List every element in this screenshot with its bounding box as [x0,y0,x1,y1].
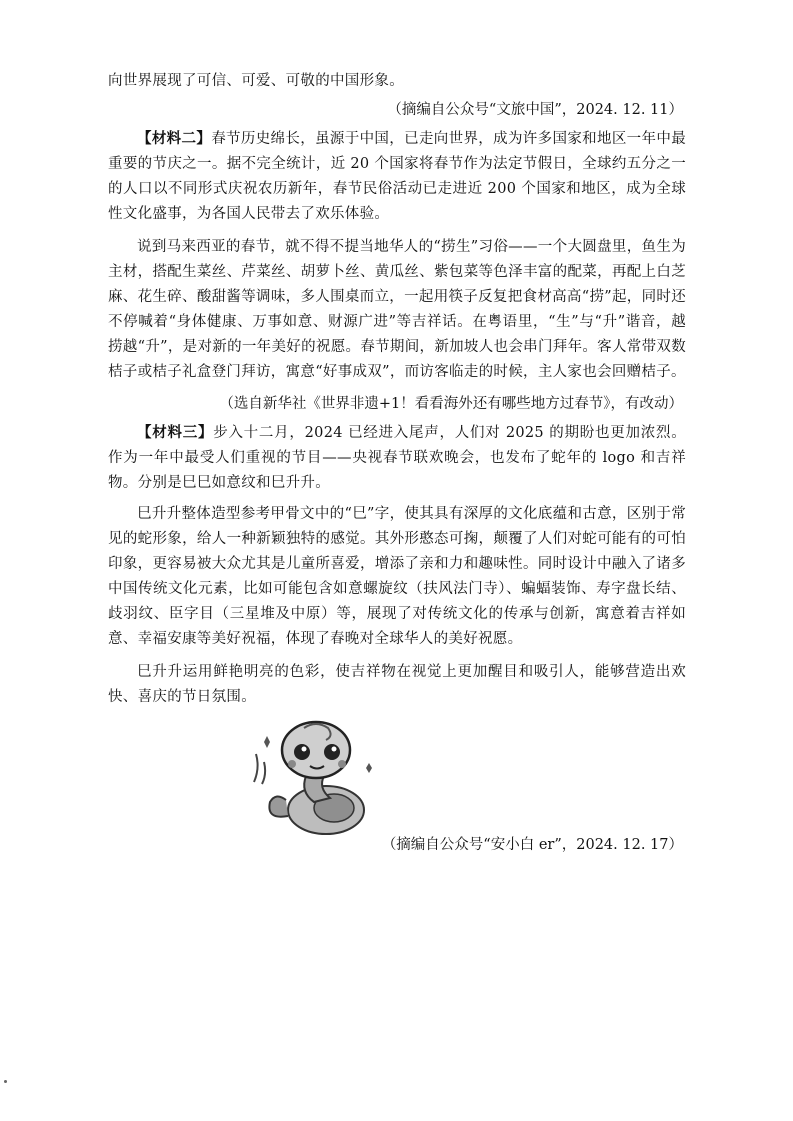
snake-mascot-image [244,712,384,840]
material3-p1-text: 步入十二月，2024 已经进入尾声，人们对 2025 的期盼也更加浓烈。作为一年中最受人们重视的节目——央视春节联欢晚会，也发布了蛇年的 logo 和吉祥物。分别是巳巳如意纹和巳升升。 [108,425,686,491]
material3-paragraph-1 [108,420,686,496]
source-2: （选自新华社《世界非遗+1！看看海外还有哪些地方过春节》，有改动） [219,396,683,412]
material3-paragraph-2: 巳升升整体造型参考甲骨文中的“巳”字，使其具有深厚的文化底蕴和古意，区别于常见的蛇形象，给人一种新颖独特的感觉。其外形憨态可掬，颠覆了人们对蛇可能有的可怕印象，更容易被大众尤其是儿童所喜爱，增添了亲和力和趣味性。同时设计中融入了诸多中国传统文化元素，比如可能包含如意螺旋纹（扶风法门寺）、蝙蝠装饰、寿字盘长结、歧羽纹、臣字目（三星堆及中原）等，展现了对传统文化的传承与创新，寓意着吉祥如意、幸福安康等美好祝福，体现了春晚对全球华人的美好祝愿。 [108,506,686,647]
material2-p1-text: 春节历史绵长，虽源于中国，已走向世界，成为许多国家和地区一年中最重要的节庆之一。据不完全统计，近 20 个国家将春节作为法定节假日，全球约五分之一的人口以不同形式庆祝农历新年，春节民俗活动已走进近 200 个国家和地区，成为全球性文化盛事，为各国人民带去了欢乐体验。 [108,131,686,222]
scan-speck [4,1080,7,1083]
source-1: （摘编自公众号“文旅中国”，2024. 12. 11） [387,102,683,118]
material3-paragraph-3: 巳升升运用鲜艳明亮的色彩，使吉祥物在视觉上更加醒目和吸引人，能够营造出欢快、喜庆的节日氛围。 [108,664,686,705]
intro-line: 向世界展现了可信、可爱、可敬的中国形象。 [108,73,404,89]
material2-paragraph-2: 说到马来西亚的春节，就不得不提当地华人的“捞生”习俗——一个大圆盘里，鱼生为主材，搭配生菜丝、芹菜丝、胡萝卜丝、黄瓜丝、紫包菜等色泽丰富的配菜，再配上白芝麻、花生碎、酸甜酱等调味，多人围桌而立，一起用筷子反复把食材高高“捞”起，同时还不停喊着“身体健康、万事如意、财源广进”等吉祥话。在粤语里，“生”与“升”谐音，越捞越“升”，是对新的一年美好的祝愿。春节期间，新加坡人也会串门拜年。客人常带双数桔子或桔子礼盒登门拜访，寓意“好事成双”，而访客临走的时候，主人家也会回赠桔子。 [108,239,686,380]
material2-paragraph-1 [108,126,686,227]
material3-heading: 【材料三】 [137,424,214,441]
source-3: （摘编自公众号“安小白 er”，2024. 12. 17） [381,837,683,853]
material2-heading: 【材料二】 [137,130,212,147]
